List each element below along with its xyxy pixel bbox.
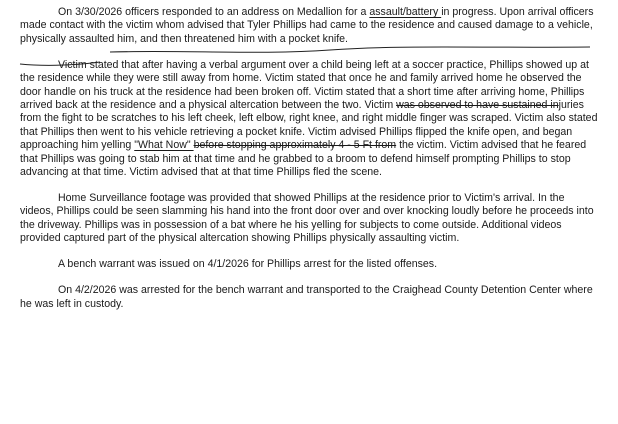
report-text: Victim stated that after having a verbal argument over a child being left at a soccer practice, Phillips showed up at the residence while they were still away from home. Victim stated that once he and family arrived home he observed the door handle on his truck at the residence had been broken off. Victim stated that a short time after arriving home, Phillips arrived back at the residence and a physical altercation between the two. Victim [20, 58, 589, 112]
report-paragraph-arrest [20, 284, 600, 311]
struck-through-text: was observed to have sustained in [396, 99, 559, 112]
report-text: On 3/30/2026 officers responded to an address on Medallion for a [58, 6, 370, 18]
report-text: Home Surveillance footage was provided that showed Phillips at the residence prior to Victim's arrival. In the videos, Phillips could be seen slamming his hand into the front door over and over knocking loudly before he proceeds into the driveway. Phillips was in possession of a bat where he his yelling for subjects to come outside. Additional videos provided captured part of the physical altercation showing Phillips physically assaulting victim. [20, 192, 594, 245]
report-paragraph-surveillance [20, 192, 600, 246]
report-text: On 4/2/2026 was arrested for the bench warrant and transported to the Craighead County Detention Center where he was left in custody. [20, 284, 593, 310]
report-paragraph-incident [20, 6, 600, 46]
report-text: the victim. Victim advised that he feared that Phillips was going to stab him at that time and he grabbed to a broom to defend himself prompting Phillips to stop advancing at that time. Victim advised that at that time Phillips fled the scene. [20, 139, 587, 179]
underlined-text: assault/battery [369, 6, 442, 18]
report-text: in progress. Upon arrival officers made contact with the victim whom advised that Tyler Phillips had came to the residence and caused damage to a vehicle, physically assaulted him, and then threatened him with a pocket knife. [20, 6, 594, 45]
report-paragraph-warrant [20, 258, 600, 271]
report-text: A bench warrant was issued on 4/1/2026 for Phillips arrest for the listed offenses. [58, 258, 438, 271]
report-text: juries from the fight to be scratches to his left cheek, left elbow, right knee, and right middle finger was scraped. Victim also stated that Phillips then went to his vehicle retrieving a pocket knife. Victim advised Phillips flipped the knife open, and began approaching him yelling [20, 99, 598, 152]
underlined-text: "What Now" [134, 139, 194, 152]
report-paragraph-victim-statement [20, 59, 600, 180]
struck-through-text: before stopping approximately 4 - 5 Ft from [193, 139, 397, 152]
